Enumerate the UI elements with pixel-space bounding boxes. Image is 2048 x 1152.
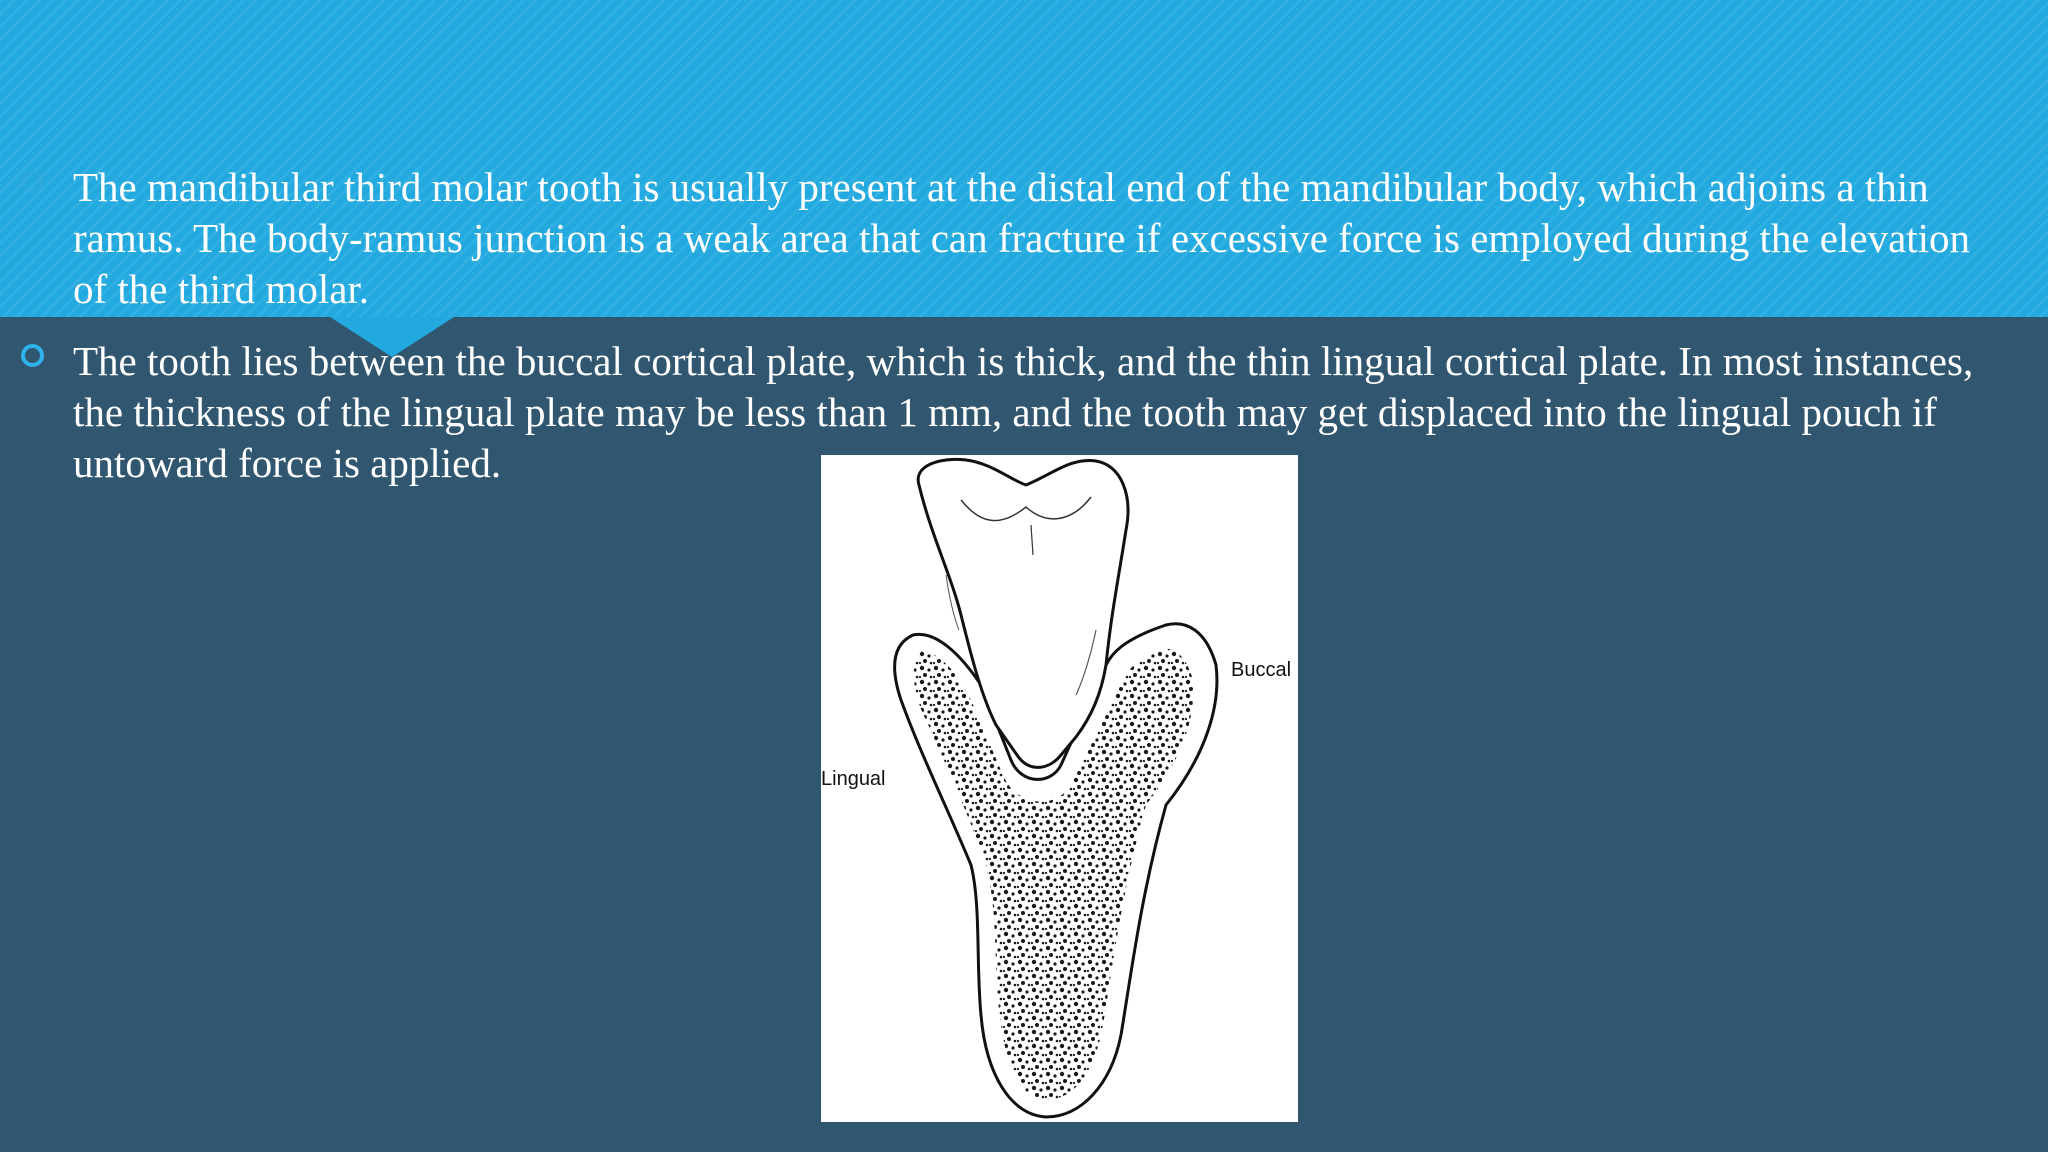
label-lingual: Lingual	[821, 768, 886, 790]
bullet-ring-icon	[21, 344, 44, 367]
bullet-ring-icon	[21, 170, 44, 193]
tooth-diagram	[821, 455, 1298, 1122]
bullet-text-2: The tooth lies between the buccal cortical plate, which is thick, and the thin lingual cortical plate. In most instances, the thickness of the lingual plate may be less than 1 mm, and the tooth may get displaced into the lingual pouch if untoward force is applied.	[73, 338, 1974, 486]
tooth-cross-section-figure	[821, 455, 1298, 1122]
bullet-text-1: The mandibular third molar tooth is usually present at the distal end of the mandibular body, which adjoins a thin ramus. The body-ramus junction is a weak area that can fracture if excessive force is employed during the elevation of the third molar.	[73, 164, 1971, 312]
label-buccal: Buccal	[1231, 659, 1292, 681]
